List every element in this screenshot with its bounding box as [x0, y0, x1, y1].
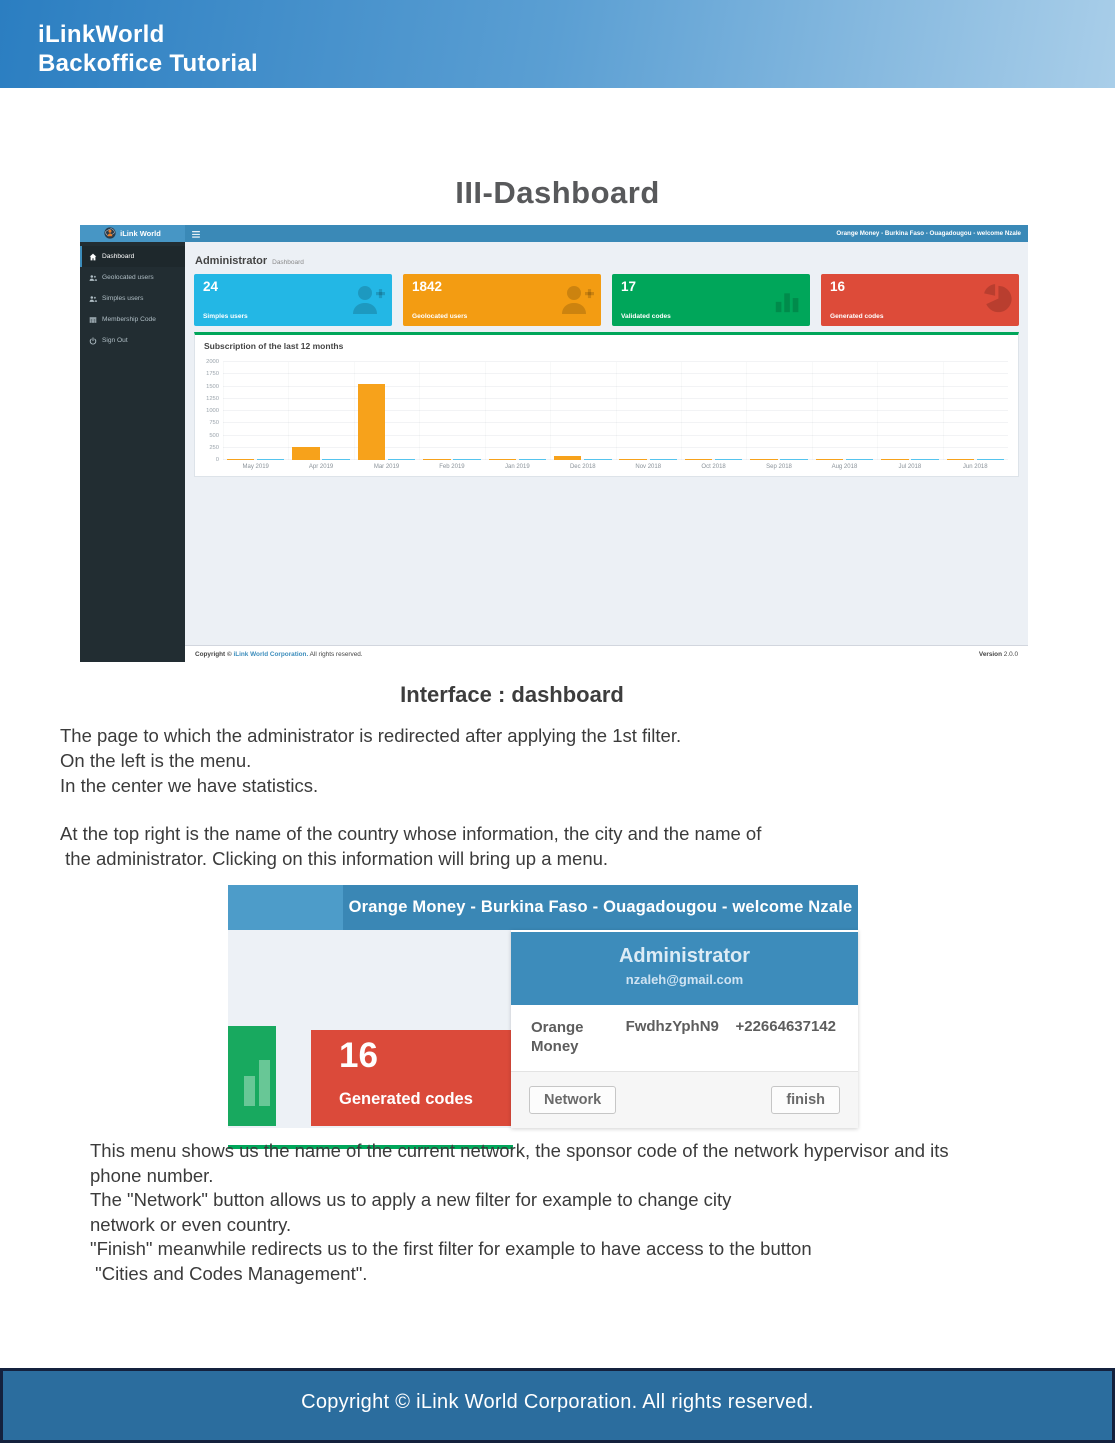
- dropdown-body: [511, 1005, 858, 1071]
- navbar-user-info[interactable]: Orange Money - Burkina Faso - Ouagadougou - welcome Nzale: [348, 898, 853, 916]
- stat-value: 16: [339, 1036, 378, 1075]
- dashboard-screenshot: [80, 225, 1028, 662]
- sidebar-item-simples-users[interactable]: [80, 288, 185, 309]
- users-icon: [88, 295, 97, 303]
- bar-chart-icon: [772, 283, 804, 320]
- copyright-suffix: All rights reserved.: [308, 650, 363, 658]
- x-tick-label: Jun 2018: [962, 464, 988, 470]
- users-icon: [88, 274, 97, 282]
- stat-card-generated-codes: [821, 274, 1019, 326]
- chart-bar-subscriptions: [489, 459, 516, 460]
- page-header: [185, 242, 1028, 274]
- chart-bar-subscriptions: [227, 459, 254, 460]
- user-dropdown-menu: [511, 930, 858, 1128]
- banner-line-1: iLinkWorld: [38, 21, 165, 48]
- brand-label: iLink World: [120, 229, 161, 238]
- text-line: The page to which the administrator is redirected after applying the 1st filter.: [60, 725, 682, 746]
- chart-bar-subscriptions: [816, 459, 843, 460]
- page-footer-text: Copyright © iLink World Corporation. All rights reserved.: [301, 1391, 814, 1413]
- stat-label: Simples users: [203, 313, 248, 320]
- text-line: phone number.: [90, 1164, 214, 1186]
- user-plus-icon: [559, 283, 595, 322]
- stat-value: 24: [203, 279, 219, 294]
- x-tick-label: May 2019: [242, 464, 269, 470]
- chart-bar-secondary: [911, 459, 938, 460]
- text-line: the administrator. Clicking on this information will bring up a menu.: [60, 848, 609, 869]
- gridline: [681, 362, 682, 460]
- dropdown-footer: [511, 1071, 858, 1128]
- y-tick-label: 1750: [206, 371, 219, 378]
- x-tick-label: Nov 2018: [635, 464, 662, 470]
- text-line: "Finish" meanwhile redirects us to the first filter for example to have access to the button: [90, 1238, 812, 1260]
- version-label: Version: [978, 650, 1002, 658]
- sidebar-menu: [80, 242, 185, 662]
- chart-bar-subscriptions: [947, 459, 974, 460]
- x-tick-label: Jul 2018: [898, 464, 922, 470]
- y-tick-label: 250: [209, 444, 219, 451]
- section-title: III-Dashboard: [455, 175, 660, 210]
- text-line: "Cities and Codes Management".: [90, 1262, 368, 1284]
- navbar-body-zoomed: [343, 885, 858, 930]
- version-value: 2.0.0: [1003, 650, 1018, 658]
- paragraph-1: [60, 723, 681, 798]
- company-link[interactable]: iLink World Corporation.: [233, 650, 309, 658]
- home-icon: [88, 253, 97, 261]
- sponsor-code: FwdhzYphN9: [625, 1018, 719, 1035]
- paragraph-3: [90, 1139, 949, 1287]
- gridline: [877, 362, 878, 460]
- copyright-text: [195, 651, 363, 658]
- x-tick-label: Dec 2018: [569, 464, 596, 470]
- user-plus-icon: [350, 283, 386, 322]
- gridline: [616, 362, 617, 460]
- sidebar-item-label: Geolocated users: [102, 274, 154, 281]
- user-email: nzaleh@gmail.com: [625, 972, 744, 987]
- pie-chart-icon: [981, 283, 1013, 320]
- x-tick-label: Apr 2019: [308, 464, 334, 470]
- stat-card-geolocated-users: [403, 274, 601, 326]
- gridline: [550, 362, 551, 460]
- stat-value: 1842: [412, 279, 443, 294]
- text-line: On the left is the menu.: [60, 750, 252, 771]
- chart-bar-secondary: [846, 459, 873, 460]
- gridline: [485, 362, 486, 460]
- sidebar-item-label: Membership Code: [102, 316, 156, 323]
- chart-x-axis: [223, 464, 1008, 474]
- stat-value: 17: [621, 279, 637, 294]
- network-name: Orange Money: [531, 1019, 584, 1055]
- text-line: In the center we have statistics.: [60, 775, 319, 796]
- navbar-body: [185, 225, 1028, 242]
- gridline: [943, 362, 944, 460]
- paragraph-2: [60, 821, 761, 871]
- bar-chart-icon: [259, 1060, 270, 1106]
- generated-codes-card: [311, 1030, 511, 1126]
- sidebar-item-label: Dashboard: [102, 253, 135, 260]
- user-menu-screenshot: [228, 885, 858, 1128]
- x-tick-label: Jan 2019: [505, 464, 530, 470]
- validated-codes-card-fragment: [228, 1026, 276, 1126]
- dashboard-content: [185, 242, 1028, 662]
- chart-bar-subscriptions: [358, 384, 385, 460]
- stat-label: Generated codes: [830, 313, 884, 320]
- chart-bar-subscriptions: [881, 459, 908, 460]
- navbar-user-info[interactable]: Orange Money - Burkina Faso - Ouagadougou - welcome Nzale: [836, 230, 1021, 237]
- screenshot-caption: Interface : dashboard: [400, 682, 624, 707]
- banner-line-2: Backoffice Tutorial: [38, 50, 258, 77]
- x-tick-label: Feb 2019: [439, 464, 465, 470]
- dropdown-title: Administrator: [618, 945, 751, 967]
- sidebar-item-geolocated-users[interactable]: [80, 267, 185, 288]
- table-icon: [88, 316, 97, 324]
- chart-bar-secondary: [388, 459, 415, 460]
- hamburger-icon[interactable]: [192, 225, 200, 243]
- dashboard-footer: [185, 645, 1028, 662]
- chart-bar-subscriptions: [619, 459, 646, 460]
- text-line: This menu shows us the name of the current network, the sponsor code of the network hypervisor and its: [90, 1140, 949, 1161]
- gridline: [354, 362, 355, 460]
- y-tick-label: 1250: [206, 395, 219, 402]
- gridline: [288, 362, 289, 460]
- copyright-prefix: Copyright ©: [195, 650, 234, 658]
- chart-bar-secondary: [519, 459, 546, 460]
- chart-bar-secondary: [650, 459, 677, 460]
- chart-bar-secondary: [453, 459, 480, 460]
- y-tick-label: 0: [215, 457, 219, 463]
- phone-number: +22664637142: [735, 1018, 836, 1035]
- dropdown-header: [511, 932, 858, 1005]
- chart-bar-subscriptions: [554, 456, 581, 460]
- chart-bar-secondary: [257, 459, 284, 460]
- x-tick-label: Aug 2018: [831, 464, 858, 470]
- gridline: [746, 362, 747, 460]
- stat-cards-row: [185, 274, 1028, 326]
- sidebar-item-label: Simples users: [102, 295, 144, 302]
- chart-bar-secondary: [715, 459, 742, 460]
- chart-y-axis: [197, 359, 219, 463]
- y-tick-label: 500: [209, 432, 219, 439]
- x-tick-label: Mar 2019: [373, 464, 400, 470]
- page-footer-bar: [0, 1368, 1115, 1443]
- sidebar-item-dashboard[interactable]: [80, 246, 185, 267]
- page-title: Administrator: [195, 255, 268, 267]
- chart-title: Subscription of the last 12 months: [204, 341, 344, 351]
- chart-bar-secondary: [584, 459, 611, 460]
- chart-bar-subscriptions: [292, 447, 319, 460]
- top-navbar: [80, 225, 1028, 242]
- x-tick-label: Sep 2018: [766, 464, 792, 470]
- text-line: The "Network" button allows us to apply a new filter for example to change city: [90, 1189, 732, 1211]
- chart-bar-secondary: [780, 459, 807, 460]
- version-text: [979, 651, 1018, 658]
- text-line: At the top right is the name of the country whose information, the city and the name of: [60, 823, 762, 844]
- sidebar-item-membership-code[interactable]: [80, 309, 185, 330]
- sidebar-item-sign-out[interactable]: [80, 330, 185, 351]
- document-header-banner: [0, 0, 1115, 88]
- chart-plot: [223, 362, 1008, 460]
- x-tick-label: Oct 2018: [701, 464, 726, 470]
- chart-bar-secondary: [322, 459, 349, 460]
- chart-bar-secondary: [977, 459, 1004, 460]
- stat-label: Geolocated users: [412, 313, 468, 320]
- chart-bar-subscriptions: [685, 459, 712, 460]
- gridline: [223, 362, 224, 460]
- page-subtitle: Dashboard: [272, 259, 304, 266]
- chart-bar-subscriptions: [750, 459, 777, 460]
- gridline: [812, 362, 813, 460]
- y-tick-label: 750: [209, 420, 219, 427]
- stat-value: 16: [830, 279, 846, 294]
- stat-card-validated-codes: [612, 274, 810, 326]
- finish-button[interactable]: finish: [771, 1086, 840, 1114]
- top-navbar-zoomed: [228, 885, 858, 930]
- gridline: [419, 362, 420, 460]
- stat-label: Generated codes: [339, 1090, 473, 1108]
- network-button[interactable]: Network: [529, 1086, 616, 1114]
- y-tick-label: 2000: [206, 359, 219, 365]
- sidebar-item-label: Sign Out: [102, 337, 128, 344]
- text-line: network or even country.: [90, 1213, 292, 1235]
- brand-logo[interactable]: [80, 225, 185, 242]
- y-tick-label: 1000: [206, 408, 219, 414]
- y-tick-label: 1500: [206, 383, 219, 390]
- chart-panel: [194, 332, 1019, 477]
- globe-logo-icon: [104, 227, 116, 241]
- stat-card-simples-users: [194, 274, 392, 326]
- stat-label: Validated codes: [621, 313, 671, 320]
- power-icon: [88, 337, 97, 345]
- brand-area: [228, 885, 343, 930]
- bar-chart-icon: [244, 1076, 255, 1106]
- chart-bar-subscriptions: [423, 459, 450, 460]
